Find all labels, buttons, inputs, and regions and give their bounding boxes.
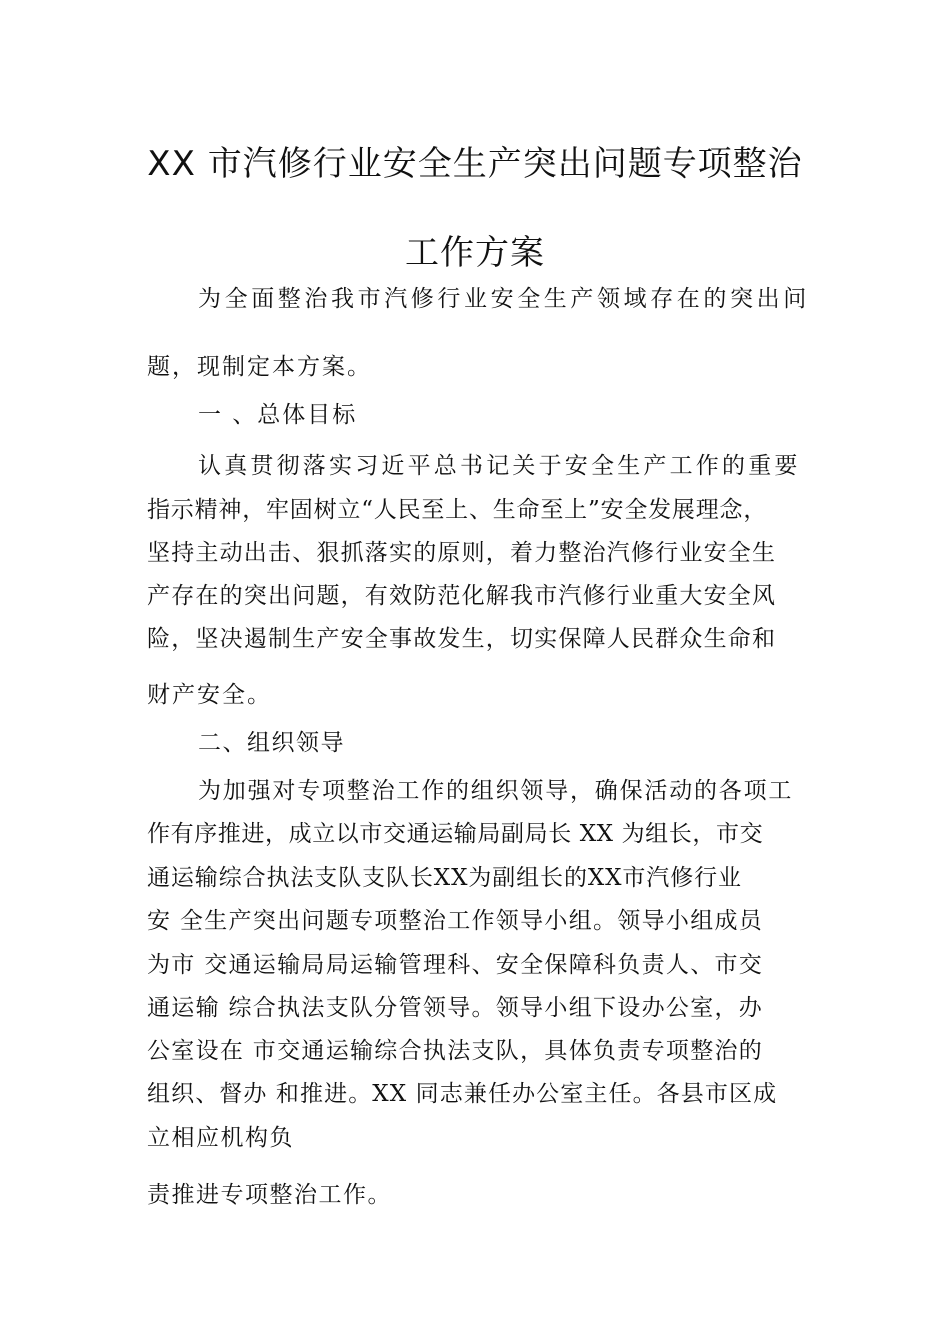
paragraph-goal-line-4: 产存在的突出问题，有效防范化解我市汽修行业重大安全风 [147, 583, 777, 609]
document-title-line-2: 工作方案 [405, 233, 545, 273]
paragraph-goal-line-6: 财产安全。 [147, 682, 272, 708]
paragraph-org-line-6: 通运输 综合执法支队分管领导。领导小组下设办公室，办 [147, 995, 764, 1021]
paragraph-goal-line-3: 坚持主动出击、狠抓落实的原则，着力整治汽修行业安全生 [147, 540, 777, 566]
paragraph-intro-line-1: 为全面整治我市汽修行业安全生产领域存在的突出问 [198, 286, 810, 312]
paragraph-org-line-3: 通运输综合执法支队支队长XX为副组长的XX市汽修行业 [147, 865, 742, 891]
paragraph-goal-line-1: 认真贯彻落实习近平总书记关于安全生产工作的重要 [198, 453, 801, 479]
paragraph-org-line-10: 责推进专项整治工作。 [147, 1182, 392, 1208]
paragraph-org-line-1: 为加强对专项整治工作的组织领导，确保活动的各项工 [198, 778, 794, 804]
paragraph-org-line-7: 公室设在 市交通运输综合执法支队，具体负责专项整治的 [147, 1038, 764, 1064]
paragraph-org-line-2: 作有序推进，成立以市交通运输局副局长 XX 为组长，市交 [147, 821, 764, 847]
section-heading-1: 一 、总体目标 [198, 402, 358, 428]
paragraph-org-line-9: 立相应机构负 [147, 1125, 294, 1151]
paragraph-org-line-8: 组织、督办 和推进。XX 同志兼任办公室主任。各县市区成 [147, 1081, 778, 1107]
document-title-line-1: XX 市汽修行业安全生产突出问题专项整治 [147, 144, 803, 184]
paragraph-goal-line-2: 指示精神，牢固树立“人民至上、生命至上”安全发展理念， [147, 497, 768, 523]
paragraph-goal-line-5: 险，坚决遏制生产安全事故发生，切实保障人民群众生命和 [147, 626, 777, 652]
paragraph-org-line-4: 安 全生产突出问题专项整治工作领导小组。领导小组成员 [147, 908, 764, 934]
paragraph-org-line-5: 为市 交通运输局局运输管理科、安全保障科负责人、市交 [147, 952, 764, 978]
paragraph-intro-line-2: 题，现制定本方案。 [147, 354, 372, 380]
section-heading-2: 二、组织领导 [198, 730, 345, 756]
